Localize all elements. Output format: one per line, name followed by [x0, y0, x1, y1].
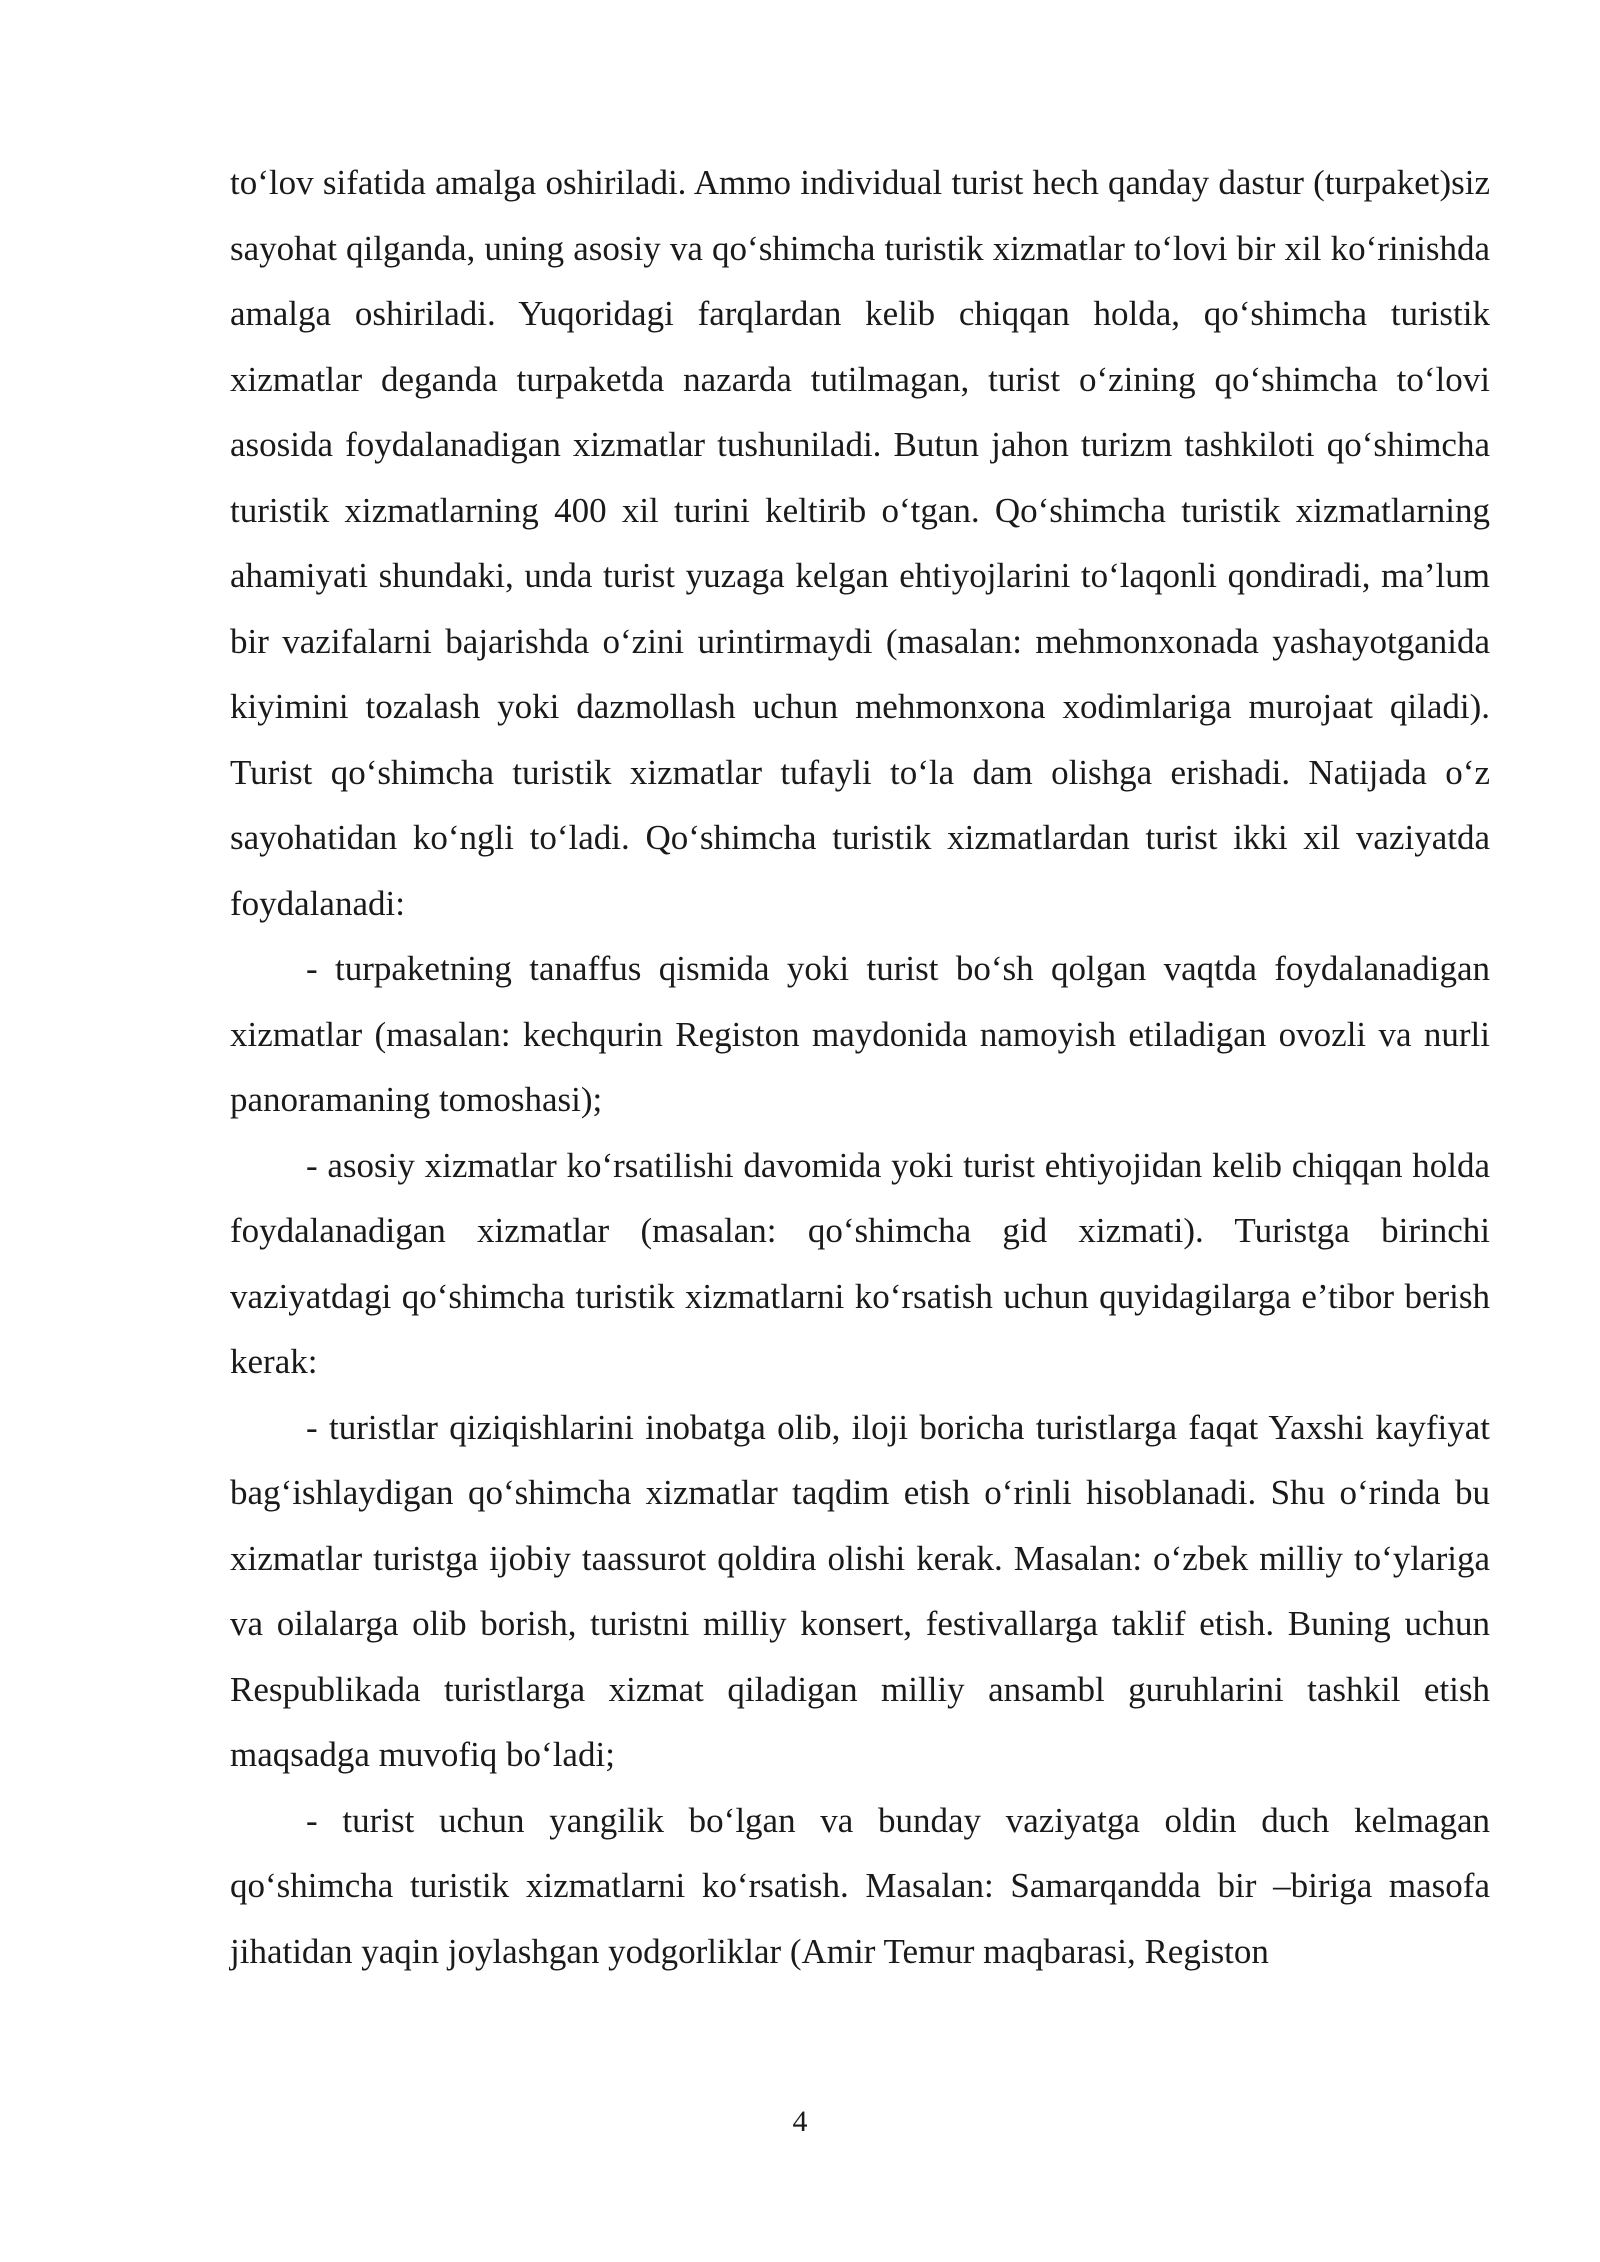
list-item-novelty-services: - turist uchun yangilik bo‘lgan va bunday vaziyatga oldin duch kelmagan qo‘shimcha turistik xizmatlarni ko‘rsatish. Masalan: Samarqandda bir –biriga masofa jihatidan yaqin joylashgan yodgorliklar (Amir Temur maqbarasi, Registon [230, 1800, 1490, 1971]
list-item-main-services: - asosiy xizmatlar ko‘rsatilishi davomida yoki turist ehtiyojidan kelib chiqqan holda foydalanadigan xizmatlar (masalan: qo‘shimcha gid xizmati). Turistga birinchi vaziyatdagi qo‘shimcha turistik xizmatlarni ko‘rsatish uchun quyidagilarga e’tibor berish kerak: [230, 1145, 1490, 1381]
paragraph-intro: to‘lov sifatida amalga oshiriladi. Ammo individual turist hech qanday dastur (turpaket)siz sayohat qilganda, uning asosiy va qo‘shimcha turistik xizmatlar to‘lovi bir xil ko‘rinishda amalga oshiriladi. Yuqoridagi farqlardan kelib chiqqan holda, qo‘shimcha turistik xizmatlar deganda turpaketda nazarda tutilmagan, turist o‘zining qo‘shimcha to‘lovi asosida foydalanadigan xizmatlar tushuniladi. Butun jahon turizm tashkiloti qo‘shimcha turistik xizmatlarning 400 xil turini keltirib o‘tgan. Qo‘shimcha turistik xizmatlarning ahamiyati shundaki, unda turist yuzaga kelgan ehtiyojlarini to‘laqonli qondiradi, ma’lum bir vazifalarni bajarishda o‘zini urintirmaydi (masalan: mehmonxonada yashayotganida kiyimini tozalash yoki dazmollash uchun mehmonxona xodimlariga murojaat qiladi). Turist qo‘shimcha turistik xizmatlar tufayli to‘la dam olishga erishadi. Natijada o‘z sayohatidan ko‘ngli to‘ladi. Qo‘shimcha turistik xizmatlardan turist ikki xil vaziyatda foydalanadi: [230, 163, 1490, 923]
document-body [230, 150, 1490, 1984]
page-number: 4 [792, 2105, 808, 2138]
list-item-break-time-services: - turpaketning tanaffus qismida yoki turist bo‘sh qolgan vaqtda foydalanadigan xizmatlar (masalan: kechqurin Registon maydonida namoyish etiladigan ovozli va nurli panoramaning tomoshasi); [230, 949, 1490, 1119]
list-item-mood-services: - turistlar qiziqishlarini inobatga olib, iloji boricha turistlarga faqat Yaxshi kayfiyat bag‘ishlaydigan qo‘shimcha xizmatlar taqdim etish o‘rinli hisoblanadi. Shu o‘rinda bu xizmatlar turistga ijobiy taassurot qoldira olishi kerak. Masalan: o‘zbek milliy to‘ylariga va oilalarga olib borish, turistni milliy konsert, festivallarga taklif etish. Buning uchun Respublikada turistlarga xizmat qiladigan milliy ansambl guruhlarini tashkil etish maqsadga muvofiq bo‘ladi; [230, 1407, 1490, 1774]
